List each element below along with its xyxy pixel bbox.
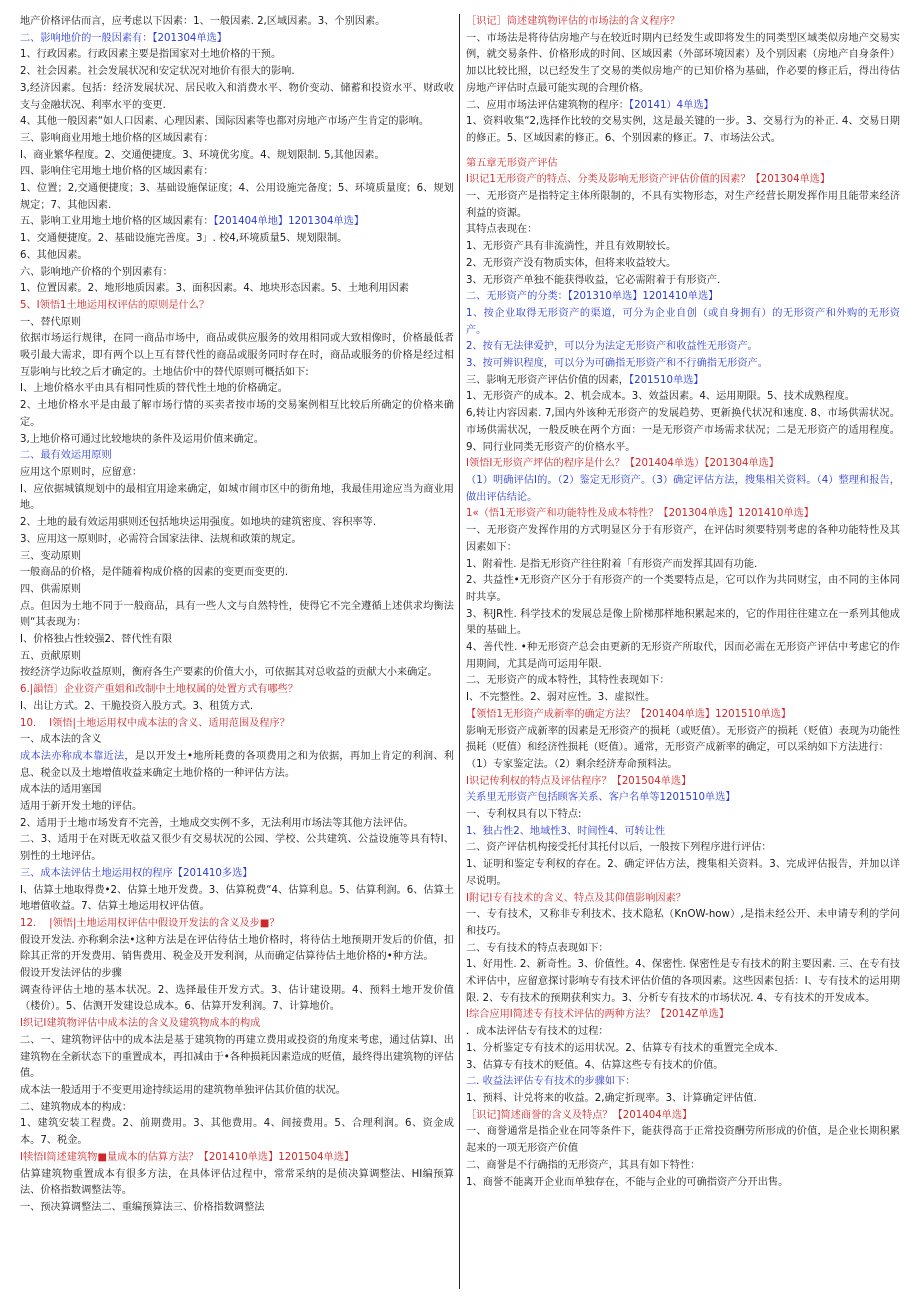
text-line: 二、最有效运用原则 (20, 450, 112, 462)
text-line: 成本法一般适用于不变更用途持续运用的建筑物单独评估其价值的状况。 (20, 1085, 346, 1096)
text-line: ［识记]简述商誉的含义及特点？【201404单选】 (466, 1109, 693, 1121)
text-line: 一、市场法是将待估房地产与在较近时期内已经发生或即将发生的同类型区域类似房地产交易实例，就交易条件、价格形成的时间、区域因素（外部环境因素）及个别因素（房地产自身条件）加以比较比照，以已经发生了交易的类似房地产的已知价格为基础，作必要的修正后，得出待估房地产评估时点最可能实现的合理价格。 (466, 32, 900, 94)
text-line: 五、贡献原则 (20, 650, 82, 662)
paragraph-gap (466, 148, 900, 156)
text-line: 二、商誉是不行确指的无形资产，其具有如下特性： (466, 1159, 701, 1171)
text-line: 一、无形资产是指特定主体所限制的，不具有实物形态，对生产经营长期发挥作用且能带来经济利益的资源。 (466, 191, 900, 219)
text-line: （1）明确评估I的。（2）鉴定无形资产。（3）确定评估方法，搜集相关资料。（4）整理和报告，做出评估结论。 (466, 474, 900, 503)
text-line: I识记1无形资产的特点、分类及影响无形资产评估价值的因素？【201304单选】 (466, 174, 831, 186)
text-line: I识记传利权的特点及评估程序？【201504单选】 (466, 775, 692, 787)
column-divider (459, 14, 460, 1289)
text-line: 三、影响商业用地土地价格的区域因素有： (20, 132, 214, 144)
text-line: 成本法亦称成本靠近法，是以开发土•地所耗费的各项费用之和为依据，再加上肯定的利润、利息、税金以及土地增值收益来确定土地价格的一种评估方法。 (20, 750, 454, 779)
text-line: 成本法的适用塞国 (20, 784, 102, 796)
text-line: 假设开发法评估的步骤 (20, 968, 122, 980)
text-line: 3、无形资产单独不能获得收益，它必需附着于有形资产. (466, 274, 721, 286)
text-line: 1、证明和鉴定专利权的存在。2、确定评估方法，搜集相关资料。3、完成评估报告，并加以详尽说明。 (466, 859, 900, 887)
text-line: I附记I专有技术的含义、特点及其仰值影响因素？ (466, 892, 686, 904)
text-line: 6,转让内容因素. 7,国内外该种无形资产的发展趋势、更新换代状况和速度. 8、市场供需状况。市场供需状况，一般反映在两个方面：一是无形资产市场需求状况；二是无形资产的适用程度。9、同行业同类无形资产的价格水平。 (466, 408, 900, 453)
text-line: ．成本法评估专有技术的过程： (466, 1026, 609, 1038)
text-line: 依据市场运行规律，在同一商品市场中，商品或供应服务的效用相同或大致相像时，价格最低者吸引最大需求，即有两个以上互有替代性的商品或服务同时存在时，商品或服务的价格是经过相互影响与比较之后才确定的。土地估价中的替代原则可概括如下: (20, 333, 454, 378)
text-line: 1、分析鉴定专有技术的运用状况。2、估算专有技术的重置完全成本. (466, 1042, 778, 1054)
text-line: 二、无形资产的分类：【201310单选】1201410单选】 (466, 291, 719, 303)
text-line: 4、其他一般因素“如人口因素、心理因素、国际因素等也都对房地产市场产生肯定的影响。 (20, 116, 430, 128)
text-line: 一、专利权具有以下特点: (466, 809, 582, 821)
text-line: I、出让方式。2、干脆投资入股方式。3、租赁方式. (20, 700, 254, 712)
text-line: 1、资料收集“2,选择作比较的交易实例，这是最关键的一步。3、交易行为的补正. 4、交易日期的修正。5、区域因素的修正。6、个别因素的修正。7、市场法公式。 (466, 116, 900, 144)
text-line: 1、无形资产具有非流淌性，并且有效期较长。 (466, 241, 677, 253)
text-line: 【领悟1无形资产成新率的确定方法？【201404单选】1201510单选】 (466, 708, 792, 720)
text-line: 二、资产评估机构接受托付其托付以后，一般按下列程序进行评估： (466, 842, 772, 854)
text-line: 3,上地价格可通过比较地块的条件及运用价值来确定。 (20, 433, 265, 445)
text-line: 二、3、适用于在对既无收益又很少有交易状况的公园、学校、公共建筑、公益设施等具有特I、别性的土地评估。 (20, 834, 454, 863)
text-line: 6、其他因素。 (20, 249, 88, 261)
text-line: 六、影响地产价格的个别因素有： (20, 266, 173, 278)
text-line: 2、适用于土地市场发育不完善，土地成交实例不多，无法利用市场法等其他方法评估。 (20, 817, 414, 829)
text-line: 三、影响无形资产评估价值的因素，【201510单选】 (466, 374, 704, 386)
text-line: 二、专有技术的特点表现如下： (466, 942, 609, 954)
text-line: I织记I建筑物评估中成本法的含义及建筑物成本的构成 (20, 1018, 261, 1030)
text-line: 二、影响地价的一般因素有：【201304单选】 (20, 32, 227, 44)
text-line: 1、无形资产的成本。2、机会成本。3、效益因素。4、运用期限。5、技术成熟程度。 (466, 391, 855, 403)
text-line: （1）专家鉴定法。（2）剩余经济寿命预料法。 (466, 758, 678, 770)
text-line: 点。但因为土地不同于一般商品，具有一些人文与自然特性，使得它不完全遵循上述供求均衡法则“其表现为： (20, 600, 454, 629)
right-column (466, 14, 900, 1191)
text-line: 5、I领悟1土地运用权评估的原则是什么？ (20, 299, 210, 311)
text-line: 一、预决算调整法二、重编预算法三、价格指数调整法 (20, 1201, 265, 1213)
text-line: 2、共益性•无形资产区分于有形资产的一个类要特点是，它可以作为共同财宝，由不同的主体同时共享。 (466, 575, 900, 603)
text-line: 影响无形资产成新率的因素是无形资产的损耗（或贬值）。无形资产的损耗（贬值）表现为功能性损耗（贬值）和经济性损耗（贬值）。通常，无形资产成新率的确定，可以采纳如下方法进行： (466, 725, 900, 754)
text-line: 二. 收益法评估专有技术的步骤如下： (466, 1076, 636, 1088)
text-line: I、应依据城镇规划中的最相宜用途来确定，如城市闹市区中的街角地，我最佳用途应当为商业用地。 (20, 483, 454, 512)
text-line: I综合应用I简述专有技术评估的两种方法？【2014Z单选】 (466, 1009, 730, 1021)
text-line: 地产价格评估而言，应考虑以下因素：1、一般因素. 2,区域因素。3、个别因素。 (20, 16, 386, 27)
text-line: 其特点表现在： (466, 224, 538, 236)
text-line: 关系里无形资产包括顾客关系、客户名单等1201510单选】 (466, 792, 736, 804)
text-line: 4、善代性. •种无形资产总会由更新的无形资产所取代，因而必需在无形资产评估中考虑它的作用期间，尤其是尚可运用年限. (466, 642, 900, 670)
left-column (20, 14, 454, 1217)
text-line: 五、影响工业用地土地价格的区域因素有：【201404单地】1201304单选】 (20, 216, 365, 228)
text-line: I领悟I无形资产坪估的程序是什么？【201404单选）【201304单选】 (466, 458, 779, 470)
text-line: 1、位置；2,交通便捷度；3、基础设施保证度；4、公用设施完备度；5、环境质量度；6、规划规定；7、其他因素. (20, 183, 454, 211)
text-line: 1、好用性. 2、新奇性。3、价值性。4、保密性. 保密性是专有技术的附主要因素. 三、在专有技术评估中，应留意探讨影响专有技术评估价值的各项因素。这些因素包括：I、专有技术的运用期限. 2、专有技术的预期获利实力。3、分析专有技术的市场状况. 4、专有技术的开发成本。 (466, 959, 900, 1004)
text-line: 3、应用这一原则时，必需符合国家法律、法规和政策的规定。 (20, 533, 302, 545)
text-line: 适用于新开发土地的评估。 (20, 801, 143, 813)
text-line: 10. I领悟|土地运用权中成本法的含义、适用范围及程序？ (20, 717, 290, 729)
text-line: 第五章无形资产评估 (466, 157, 558, 169)
text-line: 一、成本法的含义 (20, 734, 102, 746)
text-line: 1、按企业取得无形资产的渠道，可分为企业自创（或自身拥有）的无形资产和外购的无形资产。 (466, 307, 900, 336)
text-line: 一、专有技术，又称非专利技术、技术隐私（KnOW-how）,是指未经公开、未申请专利的学问和技巧。 (466, 909, 900, 937)
text-line: 1、预料、计兑将来的收益。2,确定折现率。3、计算确定评估值. (466, 1093, 757, 1104)
text-line: 一、无形资产发挥作用的方式明显区分于有形资产，在评估时须要特别考虑的各种功能特性及其因素如下： (466, 525, 900, 553)
text-line: 一、替代原则 (20, 316, 82, 328)
text-line: 12. |领悟|土地运用权评估中假设开发法的含义及步■？ (20, 917, 280, 929)
text-line: 1、建筑安装工程费。2、前期费用。3、其他费用。4、间接费用。5、合理利润。6、资金成本。7、税金。 (20, 1118, 454, 1147)
text-line: 1、独占性2、地域性3、时间性4、可转让性 (466, 825, 666, 837)
text-line: 2、社会因素。社会发展状况和安定状况对地价有很大的影响. (20, 66, 295, 78)
text-line: I、估算土地取得费•2、估算土地开发费。3、估算税费“4、估算利息。5、估算利润。6、估算土地增值收益。7、估算土地运用权评估值。 (20, 884, 454, 913)
text-line: 假设开发法. 亦称剩余法•这种方法是在评估待估土地价格时，将待估土地预期开发后的价值，扣除其正常的开发费用、销售费用、税金及开发利润，从而确定估算待估土地价格的•种方法。 (20, 934, 454, 963)
text-line: 3、按可辨识程度，可以分为可确指无形资产和不行确指无形资产。 (466, 358, 768, 370)
text-line: 二、无形资产的成本特性，其特性表现如下： (466, 675, 670, 687)
text-line: 1«（悟1无形资产和功能特性及成本特性？【201304单选】1201410单选】 (466, 508, 814, 520)
text-line: 应用这个原则时，应留意： (20, 466, 143, 478)
text-line: 按经济学边际收益原则，衡府各生产要素的价值大小，可依据其对总收益的贡献大小来确定。 (20, 667, 438, 679)
text-line: 调查待评估土地的基本状况。2、选择最佳开发方式。3、估计建设期。4、预料土地开发价值（楼价）。5、估测开发建设总成本。6、估算开发利润。7、计算地价。 (20, 984, 454, 1013)
text-line: 四、供需原则 (20, 583, 82, 595)
text-line: I、商业繁华程度。2、交通便捷度。3、环境优劣度。4、规划限制. 5,其他因素。 (20, 149, 385, 161)
text-line: 2、按有无法律爱护，可以分为法定无形资产和收益性无形资产。 (466, 341, 758, 353)
text-line: 1、交通便捷度。2、基础设施完善度。3」. 校4,环境质量5、规划限制。 (20, 233, 348, 245)
text-line: 一、商誉通常是指企业在同等条件下，能获得高于正常投资酬劳所形成的价值，是企业长期积累起来的一项无形资产价值 (466, 1126, 900, 1155)
text-line: 二、建筑物成本的构成： (20, 1101, 133, 1113)
text-line: 估算建筑物重置成本有很多方法，在具体评估过程中，常常采纳的是侦决算调整法、HI编预算法、价格指数调整法等。 (20, 1168, 454, 1197)
text-line: 1、行政因素。行政因素主要是指国家对土地价格的干预。 (20, 49, 282, 61)
text-line: 二、一、建筑物评估中的成本法是基于建筑物的再建立费用或投资的角度来考虑，通过估算I、出建筑物在全新状态下的重置成本，再扣减由于•各种损耗因素造成的贬值，最终得出建筑物的评估值。 (20, 1034, 454, 1080)
text-line: I、不完整性。2、弱对应性。3、虚拟性。 (466, 692, 656, 704)
text-line: 1、位置因素。2、地形地质因素。3、面积因素。4、地块形态因素。5、土地利用因素 (20, 283, 409, 295)
text-line: ［识记］筒述建筑物评估的市场法的含义程序？ (466, 16, 680, 27)
text-line: 三、成本法评估土地运用权的程序【201410多选】 (20, 867, 253, 879)
text-line: 2、土地的最有效运用骐则还包括地块运用强度。如地块的建筑密度、容积率等. (20, 517, 377, 529)
text-line: 3,经济因素。包括：经济发展状况、居民收入和消费水平、物价变动、储蓄和投资水平、财政收支与金融状况、利率水平的变更. (20, 82, 454, 111)
text-line: 1、附着性. 是指无形资产往往附着「有形资产而发挥其固有功能. (466, 558, 758, 570)
text-line: 3、估算专有技术的贬值。4、估算这些专有技术的价值。 (466, 1059, 724, 1071)
text-line: 2、无形资产没有物质实体，但将来收益较大。 (466, 257, 677, 269)
text-line: 6.|韻悟〕企业资产重姐和改制中土地权属的处置方式有哪些？ (20, 684, 299, 696)
text-line: 二、应用市场法评估建筑物的程序：【20141）4单选】 (466, 99, 714, 111)
text-line: I、价格独占性较强2、替代性有限 (20, 634, 173, 646)
text-line: 三、变动原则 (20, 550, 82, 562)
text-line: 四、影响住宅用地土地价格的区域因素有： (20, 166, 214, 178)
text-line: 一般商品的价格，是伴随着构成价格的因素的变更而变更的. (20, 567, 289, 579)
text-line: I、上地价格水平由具有相同性质的替代性土地的价格确定。 (20, 383, 288, 395)
text-line: I犊悟I筒述建筑物■量成本的估算方法？【201410单选】1201504单选】 (20, 1151, 355, 1163)
text-line: 2、土地价格水平是由最了解市场行情的买卖者按市场的交易案例相互比较后所确定的价格来确定。 (20, 400, 454, 428)
text-line: 3、积JR性. 科学技术的发展总是像上阶梯那样地积累起来的，它的作用往往建立在一系列其他成果的基础上。 (466, 608, 900, 637)
text-line: 1、商誉不能离开企业而单独存在，不能与企业的可确指资产分开出售。 (466, 1176, 789, 1188)
